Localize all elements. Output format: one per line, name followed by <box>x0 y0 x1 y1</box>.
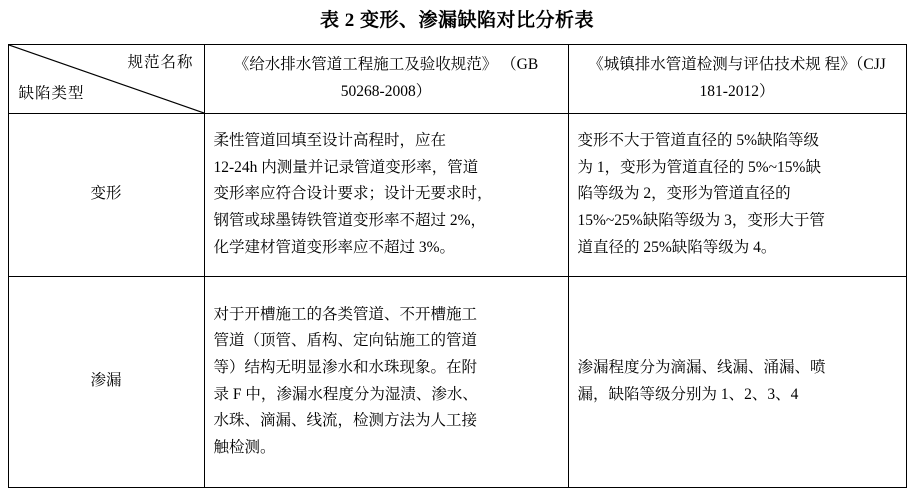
text-line: 12-24h 内测量并记录管道变形率，管道 <box>213 158 479 176</box>
comparison-table <box>8 44 907 488</box>
header-cjj-standard <box>568 44 906 113</box>
text-line: 化学建材管道变形率应不超过 3%。 <box>213 238 456 256</box>
text-line: 触检测。 <box>213 439 276 456</box>
table-header-row <box>8 44 906 113</box>
text-line: 渗漏程度分为滴漏、线漏、涌漏、喷 <box>577 359 826 377</box>
text-line: 漏，缺陷等级分别为 1、2、3、4 <box>577 385 799 403</box>
text-line: 变形不大于管道直径的 5%缺陷等级 <box>577 132 820 150</box>
text-line: 等）结构无明显渗水和水珠现象。在附 <box>213 359 478 377</box>
header-cjj-line2: 程》（CJJ 181-2012） <box>699 56 886 100</box>
header-gb-standard <box>204 44 568 113</box>
row-label-deformation: 变形 <box>8 113 204 276</box>
cell-leakage-gb <box>204 276 568 487</box>
text-line: 15%~25%缺陷等级为 3，变形大于管 <box>577 212 825 230</box>
table-row <box>8 276 906 487</box>
text-line: 为 1，变形为管道直径的 5%~15%缺 <box>577 158 821 176</box>
cell-leakage-cjj <box>568 276 906 487</box>
row-label-leakage: 渗漏 <box>8 276 204 487</box>
text-line: 管道（顶管、盾构、定向钻施工的管道 <box>213 332 478 350</box>
header-defect-type-label: 缺陷类型 <box>18 85 85 103</box>
text-line: 钢管或球墨铸铁管道变形率不超过 2%， <box>213 212 487 230</box>
text-line: 变形率应符合设计要求；设计无要求时， <box>213 185 493 203</box>
text-line: 水珠、滴漏、线流，检测方法为人工接 <box>213 412 478 430</box>
page-title: 表 2 变形、渗漏缺陷对比分析表 <box>319 10 594 31</box>
header-gb-line2: （GB 50268-2008） <box>340 56 539 100</box>
header-corner-cell <box>8 44 204 113</box>
text-line: 陷等级为 2，变形为管道直径的 <box>577 185 791 203</box>
cell-deformation-gb <box>204 113 568 276</box>
header-spec-name-label: 规范名称 <box>127 53 194 71</box>
text-line: 对于开槽施工的各类管道、不开槽施工 <box>213 305 478 323</box>
table-row <box>8 113 906 276</box>
text-line: 录 F 中，渗漏水程度分为湿渍、渗水、 <box>213 385 478 403</box>
text-line: 道直径的 25%缺陷等级为 4。 <box>577 238 777 256</box>
text-line: 柔性管道回填至设计高程时，应在 <box>213 132 447 150</box>
cell-deformation-cjj <box>568 113 906 276</box>
header-gb-line1: 《给水排水管道工程施工及验收规范》 <box>233 56 498 74</box>
header-cjj-line1: 《城镇排水管道检测与评估技术规 <box>588 56 821 74</box>
